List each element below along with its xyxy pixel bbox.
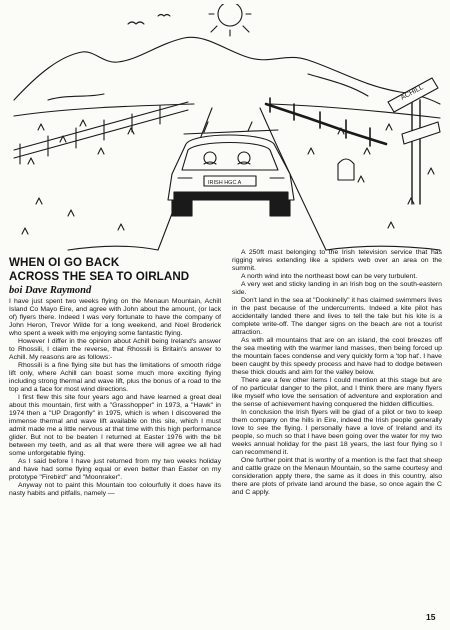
paragraph: A north wind into the northeast bowl can be very turbulent. xyxy=(241,273,418,281)
paragraph: In conclusion the Irish flyers will be glad of a pilot or two to keep them company on the hills in Eire, indeed the Irish people generally love to see the flying. I personally have a love of Ireland and its people, so much so that I have been going over the water for my two weeks annual holiday for the past 18 years, the last four flying so I can recommend it. xyxy=(232,409,442,457)
paragraph: A 250ft mast belonging to the Irish television service that has rigging wires extending like a spiders web over an area on the summit. xyxy=(232,249,442,273)
fence-left xyxy=(14,102,188,164)
signpost-icon xyxy=(388,78,440,204)
paragraph: As I said before I have just returned from my two weeks holiday and have had some flying equal or even better than Easter on my prototype "Firebird" and "Moonraker". xyxy=(9,458,221,482)
paragraph: Don't land in the sea at "Dookinelly" it has claimed swimmers lives in the past because of the undercurrents. Indeed a kite pilot has accidentally landed there and lives to tell the tale but his kite is a complete write-off. The danger signs on the beach are not a tourist attraction. xyxy=(232,297,442,337)
paragraph: A very wet and sticky landing in an Irish bog on the south-eastern side. xyxy=(232,281,442,297)
paragraph: Rhossili is a fine flying site but has the limitations of smooth ridge lift only, where Achill can boast some much more exciting flying including strong thermal and wave lift, plus the bonus of a road to the top and a face for most wind directions. xyxy=(9,362,221,394)
paragraph: I first flew this site four years ago and have learned a great deal about this mountain, first with a "Grasshopper" in 1973, a "Hawk" in 1974 then a "UP Dragonfly" in 1975, which is when I discovered the immense thermal and wave lift available on this site, which I must admit made me a little nervous at that time with this high performance glider. But not to be beaten I returned at Easter 1976 with the bit between my teeth, and as all that were there will agree we all had some unforgetable flying. xyxy=(9,394,221,458)
headline-line-2: ACROSS THE SEA TO OIRLAND xyxy=(9,270,190,283)
birds-icon xyxy=(128,15,170,25)
article-column-right xyxy=(232,249,442,497)
fence-right xyxy=(266,98,386,146)
sign-text: ACHILL xyxy=(399,84,425,102)
paragraph: As with all mountains that are on an island, the cool breezes off the sea meeting with the warmer land masses, then being forced up the mountain faces condense and very quickly form a 'top hat'. I have been caught by this speedy process and have had to dodge between these thick clouds and aim for the valley below. xyxy=(232,337,442,377)
headline-line-1: WHEN OI GO BACK xyxy=(9,256,120,269)
car-mountain-illustration xyxy=(8,4,442,252)
page-number: 15 xyxy=(426,612,436,622)
paragraph: One further point that is worthy of a mention is the fact that sheep and cattle graze on the Menaun Mountain, so the same courtesy and consideration apply there, the same as it does in this country, also there are plots of private land around the base, so once again the C and C apply. xyxy=(232,457,442,497)
paragraph: However I differ in the opinion about Achill being Ireland's answer to Rhossili, I claim the reverse, that Rhossili is Britain's answer to Achill. My reasons are as follows:- xyxy=(9,338,221,362)
article-column-left xyxy=(9,298,221,498)
paragraph: There are a few other items I could mention at this stage but are of no particular danger to the pilot, and I think there are many flyers like myself who love the sensation of adventure and exploration and the sense of achievement having conquered the hidden difficulties. xyxy=(232,377,442,409)
sun-icon xyxy=(209,4,251,36)
mountain-range xyxy=(14,37,440,104)
license-plate: IRISH HGC A xyxy=(208,180,242,186)
milestone-icon xyxy=(338,159,354,180)
car-icon xyxy=(168,135,294,216)
byline: boi Dave Raymond xyxy=(9,285,92,296)
paragraph: Anyway not to paint this Mountain too colourfully it does have its nasty habits and pitfalls, namely — xyxy=(9,482,221,498)
paragraph: I have just spent two weeks flying on the Menaun Mountain, Achill Island Co Mayo Eire, and agree with John about the amount, (or lack of) flyers there. Indeed I was very fortunate to have the company of John Heron, Trevor Wilde for a long weekend, and Noel Broderick who spent a week with me enjoying some fantastic flying. xyxy=(9,298,221,338)
